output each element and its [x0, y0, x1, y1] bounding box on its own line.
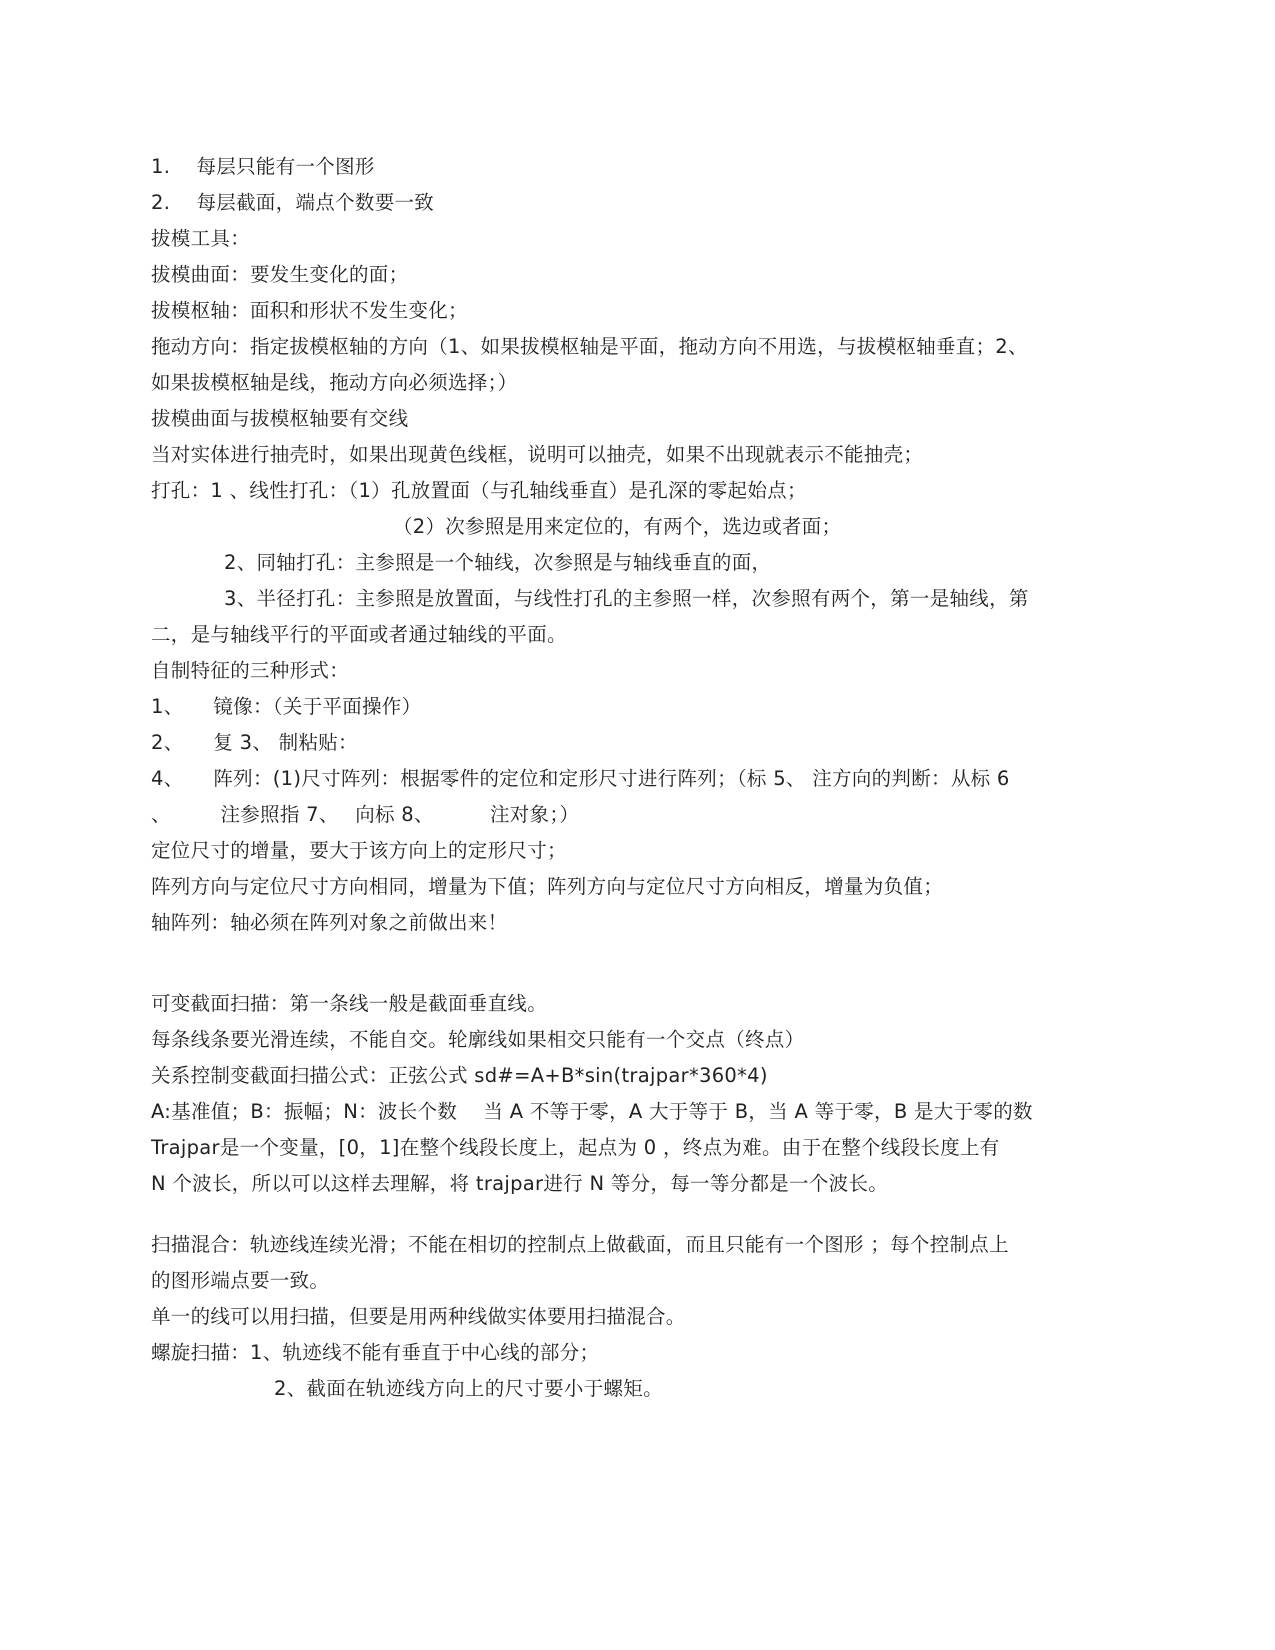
text-line-16: 1、 镜像：（关于平面操作）	[151, 695, 422, 718]
text-line-14: 二，是与轴线平行的平面或者通过轴线的平面。	[151, 623, 567, 646]
text-line-12: 2、同轴打孔：主参照是一个轴线，次参照是与轴线垂直的面，	[224, 551, 772, 574]
text-line-17: 2、 复 3、 制粘贴：	[151, 731, 358, 754]
text-line-3: 拔模工具：	[151, 227, 251, 250]
text-line-25: 关系控制变截面扫描公式：正弦公式 sd#=A+B*sin(trajpar*360*4)	[151, 1064, 768, 1087]
text-line-32: 螺旋扫描：1、轨迹线不能有垂直于中心线的部分；	[151, 1341, 600, 1364]
text-line-2: 2. 每层截面，端点个数要一致	[151, 191, 435, 214]
text-line-7: 如果拔模枢轴是线，拖动方向必须选择；）	[151, 371, 518, 394]
text-line-30: 的图形端点要一致。	[151, 1269, 330, 1292]
text-line-4: 拔模曲面：要发生变化的面；	[151, 263, 409, 286]
text-line-18: 4、 阵列：(1)尺寸阵列：根据零件的定位和定形尺寸进行阵列；（标 5、 注方向的判断：从标 6	[151, 767, 1010, 790]
text-line-28: N 个波长，所以可以这样去理解，将 trajpar进行 N 等分，每一等分都是一个波长。	[151, 1172, 889, 1195]
text-line-15: 自制特征的三种形式：	[151, 659, 350, 682]
text-line-19: 、 注参照指 7、 向标 8、 注对象；）	[151, 803, 580, 826]
text-line-11: （2）次参照是用来定位的，有两个，选边或者面；	[393, 515, 842, 538]
text-line-22: 轴阵列：轴必须在阵列对象之前做出来！	[151, 911, 508, 934]
text-line-10: 打孔：1 、线性打孔：（1）孔放置面（与孔轴线垂直）是孔深的零起始点；	[151, 479, 807, 502]
text-line-1: 1. 每层只能有一个图形	[151, 155, 375, 178]
text-line-5: 拔模枢轴：面积和形状不发生变化；	[151, 299, 468, 322]
text-line-24: 每条线条要光滑连续，不能自交。轮廓线如果相交只能有一个交点（终点）	[151, 1028, 805, 1051]
text-line-13: 3、半径打孔：主参照是放置面，与线性打孔的主参照一样，次参照有两个，第一是轴线，第	[224, 587, 1029, 610]
text-line-31: 单一的线可以用扫描，但要是用两种线做实体要用扫描混合。	[151, 1305, 686, 1328]
text-line-6: 拖动方向：指定拔模枢轴的方向（1、如果拔模枢轴是平面，拖动方向不用选，与拔模枢轴垂直；2、	[151, 335, 1028, 358]
text-line-20: 定位尺寸的增量，要大于该方向上的定形尺寸；	[151, 839, 567, 862]
text-line-27: Trajpar是一个变量，[0，1]在整个线段长度上，起点为 0 ，终点为难。由于在整个线段长度上有	[151, 1136, 1000, 1159]
text-line-33: 2、截面在轨迹线方向上的尺寸要小于螺矩。	[274, 1377, 663, 1400]
text-line-23: 可变截面扫描：第一条线一般是截面垂直线。	[151, 992, 548, 1015]
text-line-21: 阵列方向与定位尺寸方向相同，增量为下值；阵列方向与定位尺寸方向相反，增量为负值；	[151, 875, 944, 898]
text-line-29: 扫描混合：轨迹线连续光滑；不能在相切的控制点上做截面，而且只能有一个图形 ；每个控制点上	[151, 1233, 1009, 1256]
text-line-9: 当对实体进行抽壳时，如果出现黄色线框，说明可以抽壳，如果不出现就表示不能抽壳；	[151, 443, 924, 466]
text-line-8: 拔模曲面与拔模枢轴要有交线	[151, 407, 409, 430]
text-line-26: A:基准值；B：振幅；N：波长个数 当 A 不等于零，A 大于等于 B，当 A 等于零，B 是大于零的数	[151, 1100, 1033, 1123]
